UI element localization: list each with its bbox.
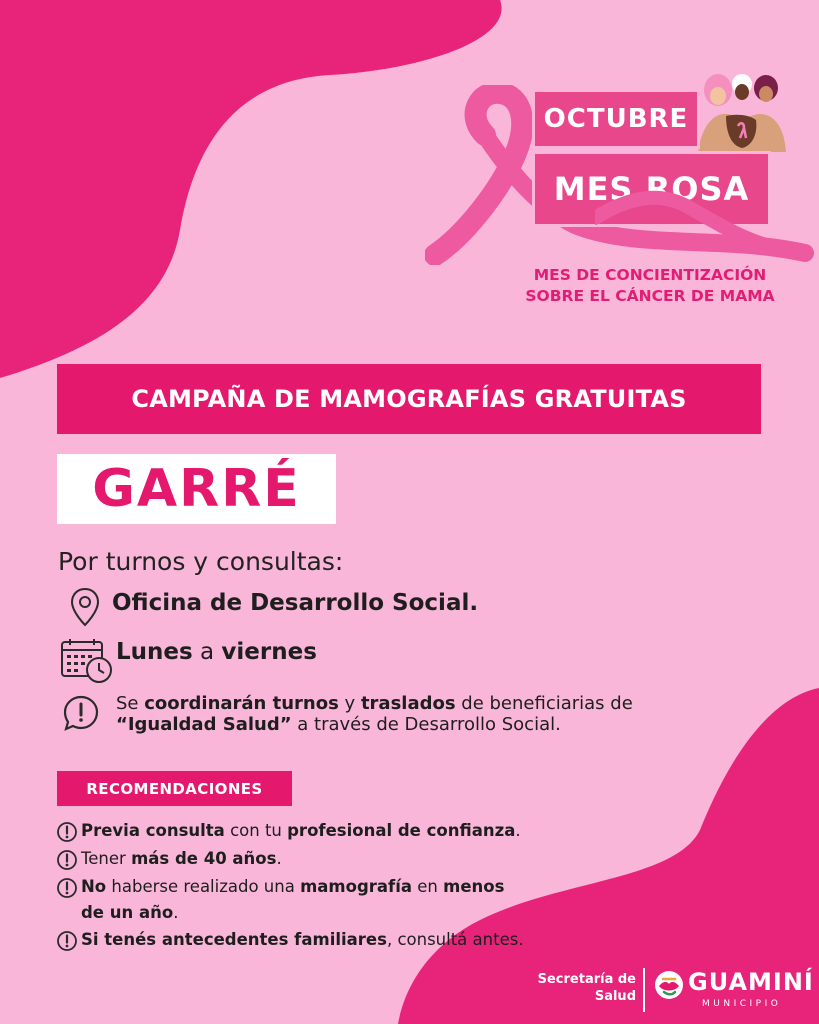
- recommendation-bold-part: mamografía: [300, 877, 413, 896]
- campaign-title: CAMPAÑA DE MAMOGRAFÍAS GRATUITAS: [131, 385, 687, 413]
- recommendation-bold-part: No: [81, 877, 107, 896]
- note-part-1: Se: [116, 693, 145, 714]
- note-part-2: y: [338, 693, 361, 714]
- recommendation-part: , consultá antes.: [386, 930, 524, 949]
- secretaria-label: [518, 971, 636, 1005]
- recommendation-text: [81, 900, 178, 926]
- awareness-line-1: MES DE CONCIENTIZACIÓN: [533, 266, 767, 284]
- recommendation-part: Tener: [81, 849, 132, 868]
- secretaria-line-1: Secretaría de: [537, 972, 636, 987]
- schedule-start: Lunes: [116, 639, 193, 665]
- recommendation-item: [56, 818, 521, 844]
- recommendation-part: .: [515, 821, 521, 840]
- recommendation-part: con tu: [224, 821, 288, 840]
- note-part-4: a través de Desarrollo Social.: [291, 714, 561, 735]
- recommendation-bold-part: Si tenés antecedentes familiares: [81, 930, 387, 949]
- ribbon-overlay: [595, 188, 810, 263]
- recommendation-text: [81, 927, 524, 953]
- awareness-subtitle: [500, 265, 800, 307]
- intro-text: Por turnos y consultas:: [58, 547, 344, 576]
- secretaria-line-2: Salud: [594, 989, 636, 1004]
- recommendation-bold-part: menos: [443, 877, 505, 896]
- recommendation-item: [56, 874, 504, 900]
- calendar-clock-icon: [60, 637, 116, 685]
- note-bold-2: traslados: [360, 693, 456, 714]
- municipality-name: GUAMINÍ: [688, 968, 814, 996]
- recommendation-bold-part: profesional de confianza: [287, 821, 516, 840]
- exclamation-circle-icon: [56, 849, 78, 871]
- municipality-sub: MUNICIPIO: [702, 999, 782, 1009]
- recommendation-bold-part: de un año: [81, 903, 174, 922]
- campaign-title-banner: [57, 364, 761, 434]
- recommendation-text: [81, 818, 521, 844]
- recommendations-heading-text: RECOMENDACIONES: [86, 779, 263, 798]
- women-illustration-icon: [696, 68, 788, 152]
- note-bold-3: “Igualdad Salud”: [116, 714, 292, 735]
- awareness-line-2: SOBRE EL CÁNCER DE MAMA: [525, 287, 775, 305]
- exclamation-circle-icon: [56, 821, 78, 843]
- exclamation-circle-icon: [56, 930, 78, 952]
- mes-rosa-label: MES ROSA: [553, 170, 750, 208]
- town-name: GARRÉ: [92, 459, 301, 519]
- recommendation-part: .: [173, 903, 179, 922]
- recommendation-part: haberse realizado una: [106, 877, 301, 896]
- schedule-end: viernes: [221, 639, 317, 665]
- note-bold-1: coordinarán turnos: [144, 693, 339, 714]
- recommendations-heading: [57, 771, 292, 806]
- recommendation-text: [81, 874, 504, 900]
- recommendation-item: [56, 900, 178, 926]
- exclamation-circle-icon: [56, 877, 78, 899]
- month-badge: [532, 89, 700, 149]
- note-part-3: de beneficiarias de: [455, 693, 633, 714]
- location-pin-icon: [70, 587, 100, 627]
- exclamation-bubble-icon: [62, 694, 100, 732]
- recommendation-part: en: [412, 877, 444, 896]
- month-label: OCTUBRE: [543, 104, 689, 134]
- schedule-mid: a: [192, 639, 222, 665]
- office-text: Oficina de Desarrollo Social.: [112, 590, 479, 616]
- recommendation-part: .: [276, 849, 282, 868]
- recommendation-bold-part: Previa consulta: [81, 821, 225, 840]
- footer-divider: [643, 968, 645, 1012]
- recommendation-text: [81, 846, 282, 872]
- recommendation-item: [56, 927, 524, 953]
- recommendation-item: [56, 846, 282, 872]
- coordination-note: [116, 693, 736, 735]
- guamini-logo-icon: [654, 970, 684, 1000]
- recommendation-bold-part: más de 40 años: [131, 849, 277, 868]
- schedule-text: [116, 639, 317, 665]
- town-badge: [57, 454, 336, 524]
